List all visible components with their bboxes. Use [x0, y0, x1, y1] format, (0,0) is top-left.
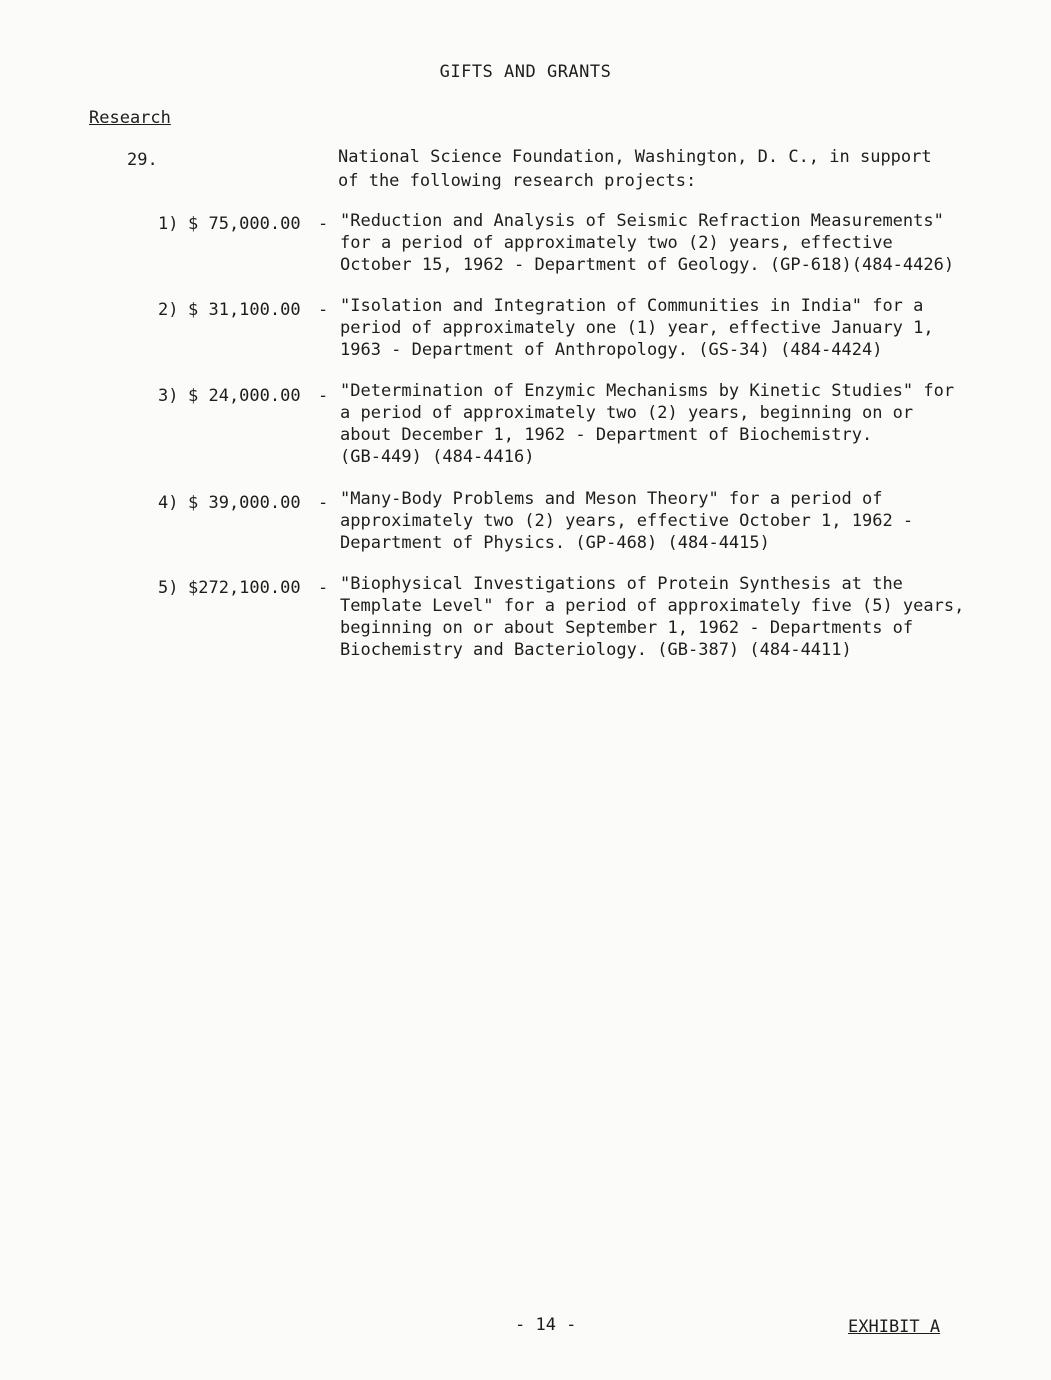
intro-paragraph [338, 145, 978, 193]
grant-line: "Many-Body Problems and Meson Theory" for a period of [340, 489, 883, 509]
page-number: - 14 - [515, 1315, 577, 1335]
grant-number: 1) [158, 214, 179, 234]
grant-dash: - [318, 493, 329, 513]
grant-line: a period of approximately two (2) years, beginning on or [340, 403, 914, 423]
grant-amount: $ 24,000.00 [188, 386, 301, 406]
item-number: 29. [127, 150, 158, 170]
grant-line: beginning on or about September 1, 1962 - Departments of [340, 618, 914, 638]
grant-amount: $272,100.00 [188, 578, 301, 598]
intro-line: of the following research projects: [338, 171, 697, 191]
intro-line: National Science Foundation, Washington, D. C., in support [338, 147, 932, 167]
grant-amount: $ 75,000.00 [188, 214, 301, 234]
grant-line: "Determination of Enzymic Mechanisms by Kinetic Studies" for [340, 381, 955, 401]
grant-line: about December 1, 1962 - Department of Biochemistry. [340, 425, 873, 445]
grant-description [340, 210, 995, 276]
grant-amount: $ 31,100.00 [188, 300, 301, 320]
grant-line: approximately two (2) years, effective October 1, 1962 - [340, 511, 914, 531]
section-heading: Research [89, 108, 171, 128]
grant-line: 1963 - Department of Anthropology. (GS-34) (484-4424) [340, 340, 883, 360]
grant-amount: $ 39,000.00 [188, 493, 301, 513]
grant-number: 3) [158, 386, 179, 406]
page-title: GIFTS AND GRANTS [439, 62, 612, 82]
grant-line: Department of Physics. (GP-468) (484-4415) [340, 533, 770, 553]
grant-description [340, 573, 995, 661]
grant-line: for a period of approximately two (2) years, effective [340, 233, 893, 253]
grant-description [340, 488, 995, 554]
grant-line: (GB-449) (484-4416) [340, 447, 535, 467]
grant-description [340, 380, 995, 468]
grant-number: 2) [158, 300, 179, 320]
grant-dash: - [318, 578, 329, 598]
grant-line: "Reduction and Analysis of Seismic Refraction Measurements" [340, 211, 944, 231]
grant-dash: - [318, 214, 329, 234]
grant-line: Template Level" for a period of approximately five (5) years, [340, 596, 965, 616]
exhibit-label: EXHIBIT A [848, 1317, 941, 1337]
grant-line: "Biophysical Investigations of Protein Synthesis at the [340, 574, 903, 594]
grant-dash: - [318, 300, 329, 320]
grant-line: "Isolation and Integration of Communities in India" for a [340, 296, 924, 316]
grant-dash: - [318, 386, 329, 406]
grant-description [340, 295, 995, 361]
grant-line: Biochemistry and Bacteriology. (GB-387) (484-4411) [340, 640, 852, 660]
grant-number: 5) [158, 578, 179, 598]
grant-line: October 15, 1962 - Department of Geology. (GP-618)(484-4426) [340, 255, 955, 275]
grant-line: period of approximately one (1) year, effective January 1, [340, 318, 934, 338]
grant-number: 4) [158, 493, 179, 513]
